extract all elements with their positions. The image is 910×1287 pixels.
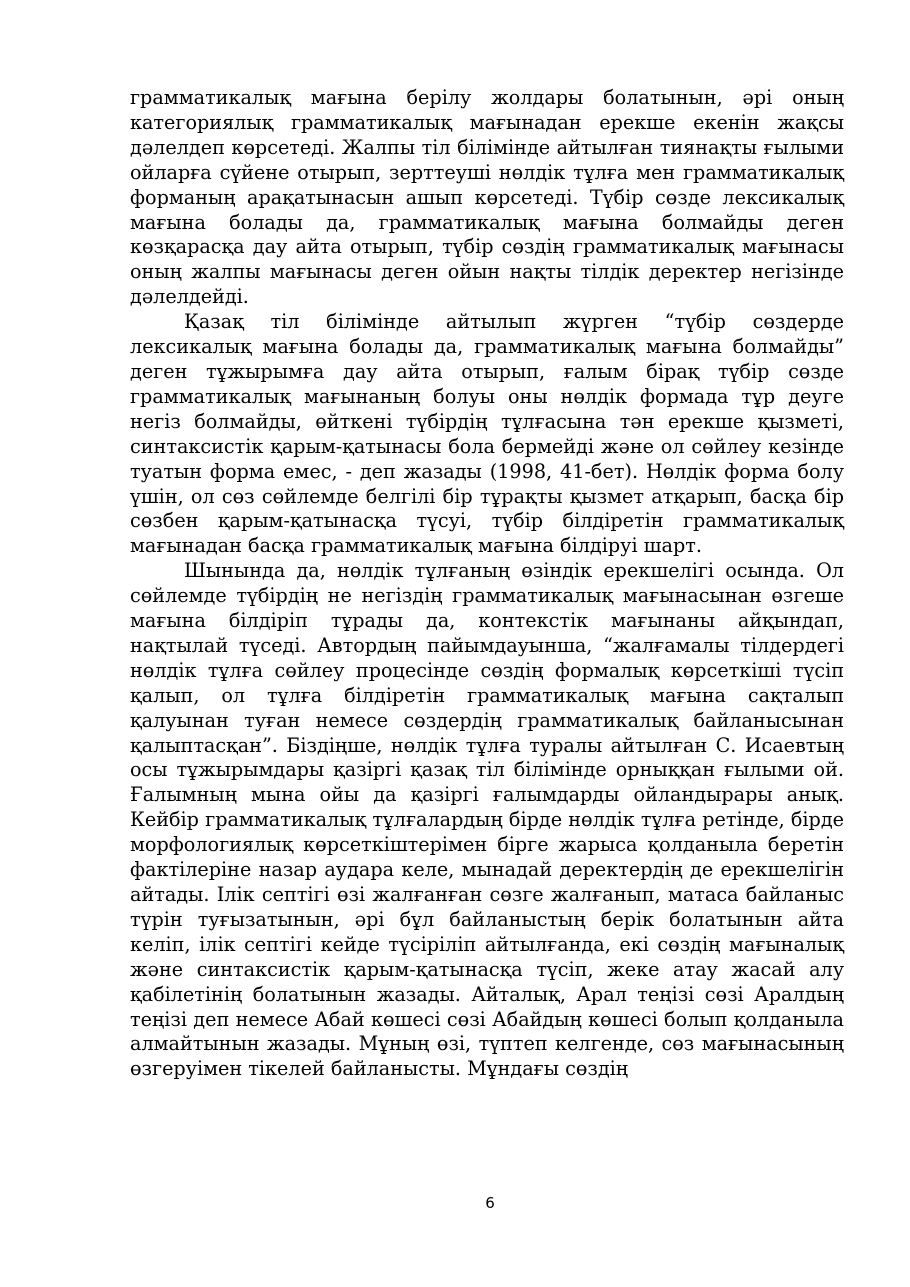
paragraph-3: Шынында да, нөлдік тұлғаның өзіндік ерекшелігі осында. Ол сөйлемде түбірдің не негіздің грамматикалық мағынасынан өзгеше мағына білдіріп тұрады да, контекстік мағынаны айқындап, нақтылай түседі. Автордың пайымдауынша, “жалғамалы тілдердегі нөлдік тұлға сөйлеу процесінде сөздің формалық көрсеткіші түсіп қалып, ол тұлға білдіретін грамматикалық мағына сақталып қалуынан туған немесе сөздердің грамматикалық байланысынан қалыптасқан”. Біздіңше, нөлдік тұлға туралы айтылған С. Исаевтың осы тұжырымдары қазіргі қазақ тіл білімінде орныққан ғылыми ой. Ғалымның мына ойы да қазіргі ғалымдарды ойландырары анық. Кейбір грамматикалық тұлғалардың бірде нөлдік тұлға ретінде, бірде морфологиялық көрсеткіштерімен бірге жарыса қолданыла беретін фактілеріне назар аудара келе, мынадай деректердің де ерекшелігін айтады. Ілік септігі өзі жалғанған сөзге жалғанып, матаса байланыс түрін туғызатынын, әрі бұл байланыстың берік болатынын айта келіп, ілік септігі кейде түсіріліп айтылғанда, екі сөздің мағыналық және синтаксистік қарым-қатынасқа түсіп, жеке атау жасай алу қабілетінің болатынын жазады. Айталық, Арал теңізі сөзі Аралдың теңізі деп немесе Абай көшесі сөзі Абайдың көшесі болып қолданыла алмайтынын жазады. Мұның өзі, түптеп келгенде, сөз мағынасының өзгеруімен тікелей байланысты. Мұндағы сөздің: [130, 559, 844, 1081]
paragraph-1: грамматикалық мағына берілу жолдары болатынын, әрі оның категориялық грамматикалық мағынадан ерекше екенін жақсы дәлелдеп көрсетеді. Жалпы тіл білімінде айтылған тиянақты ғылыми ойларға сүйене отырып, зерттеуші нөлдік тұлға мен грамматикалық форманың арақатынасын ашып көрсетеді. Түбір сөзде лексикалық мағына болады да, грамматикалық мағына болмайды деген көзқарасқа дау айта отырып, түбір сөздің грамматикалық мағынасы оның жалпы мағынасы деген ойын нақты тілдік деректер негізінде дәлелдейді.: [130, 86, 844, 309]
document-body: [130, 86, 844, 1082]
paragraph-2: Қазақ тіл білімінде айтылып жүрген “түбір сөздерде лексикалық мағына болады да, грамматикалық мағына болмайды” деген тұжырымға дау айта отырып, ғалым бірақ түбір сөзде грамматикалық мағынаның болуы оны нөлдік формада тұр деуге негіз болмайды, өйткені түбірдің тұлғасына тән ерекше қызметі, синтаксистік қарым-қатынасы бола бермейді және ол сөйлеу кезінде туатын форма емес, - деп жазады (1998, 41-бет). Нөлдік форма болу үшін, ол сөз сөйлемде белгілі бір тұрақты қызмет атқарып, басқа бір сөзбен қарым-қатынасқа түсуі, түбір білдіретін грамматикалық мағынадан басқа грамматикалық мағына білдіруі шарт.: [130, 310, 844, 558]
page-number: 6: [485, 1194, 495, 1212]
